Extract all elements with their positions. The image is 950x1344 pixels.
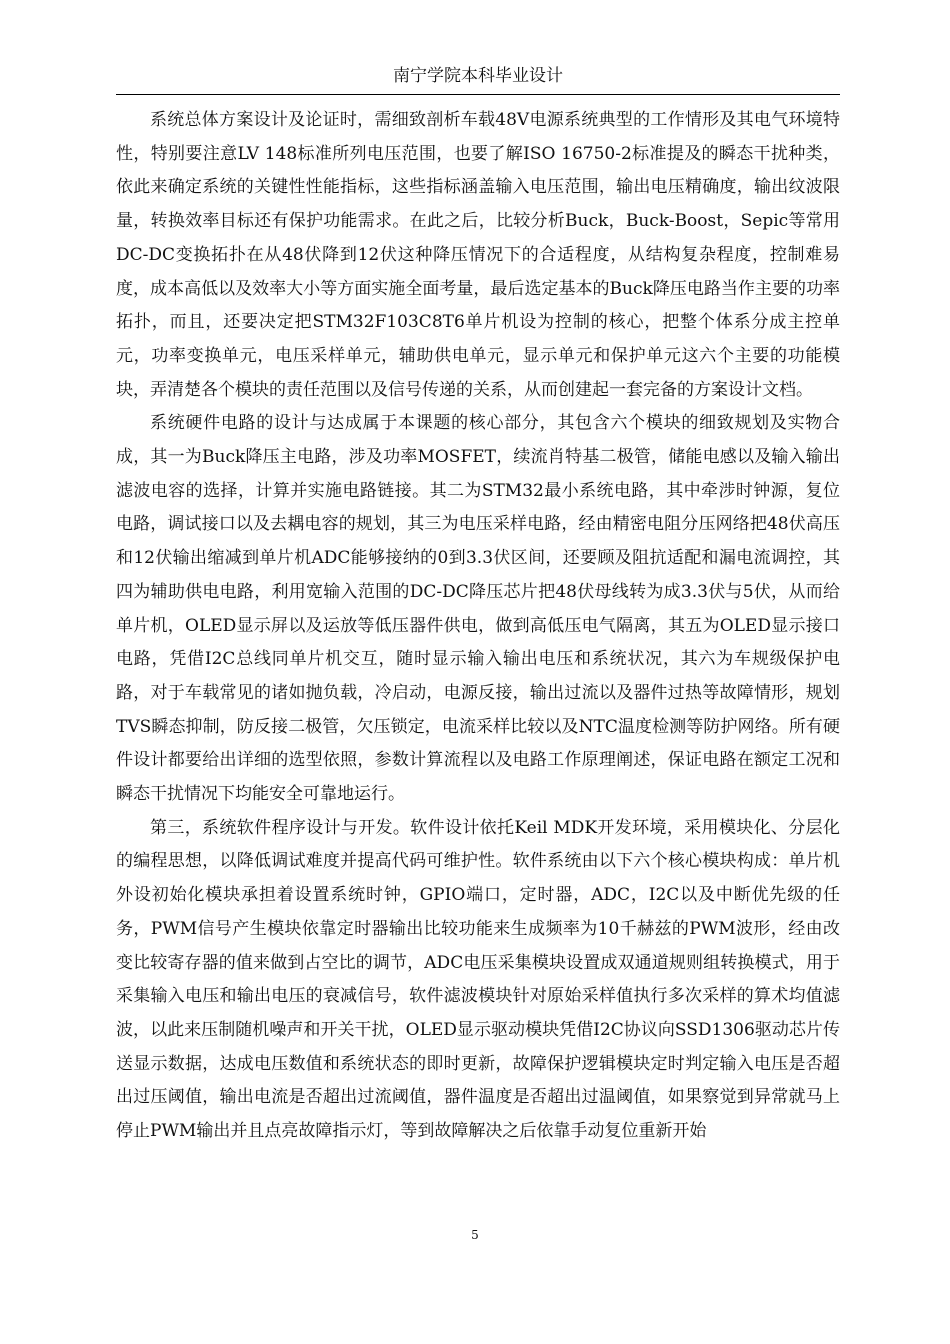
paragraph-overall-design: 系统总体方案设计及论证时，需细致剖析车载48V电源系统典型的工作情形及其电气环境特性，特别要注意LV 148标准所列电压范围，也要了解ISO 16750-2标准提及的瞬态干扰种类，依此来确定系统的关键性性能指标，这些指标涵盖输入电压范围，输出电压精确度，输出纹波限量，转换效率目标还有保护功能需求。在此之后，比较分析Buck，Buck-Boost，Sepic等常用DC-DC变换拓扑在从48伏降到12伏这种降压情况下的合适程度，从结构复杂程度，控制难易度，成本高低以及效率大小等方面实施全面考量，最后选定基本的Buck降压电路当作主要的功率拓扑，而且，还要决定把STM32F103C8T6单片机设为控制的核心，把整个体系分成主控单元，功率变换单元，电压采样单元，辅助供电单元，显示单元和保护单元这六个主要的功能模块，弄清楚各个模块的责任范围以及信号传递的关系，从而创建起一套完备的方案设计文档。 xyxy=(116,110,840,400)
page-header xyxy=(116,62,840,95)
paragraph-software-design: 第三，系统软件程序设计与开发。软件设计依托Keil MDK开发环境，采用模块化、分层化的编程思想，以降低调试难度并提高代码可维护性。软件系统由以下六个核心模块构成：单片机外设初始化模块承担着设置系统时钟，GPIO端口，定时器，ADC，I2C以及中断优先级的任务，PWM信号产生模块依靠定时器输出比较功能来生成频率为10千赫兹的PWM波形，经由改变比较寄存器的值来做到占空比的调节，ADC电压采集模块设置成双通道规则组转换模式，用于采集输入电压和输出电压的衰减信号，软件滤波模块针对原始采样值执行多次采样的算术均值滤波，以此来压制随机噪声和开关干扰，OLED显示驱动模块凭借I2C协议向SSD1306驱动芯片传送显示数据，达成电压数值和系统状态的即时更新，故障保护逻辑模块定时判定输入电压是否超出过压阈值，输出电流是否超出过流阈值，器件温度是否超出过温阈值，如果察觉到异常就马上停止PWM输出并且点亮故障指示灯，等到故障解决之后依靠手动复位重新开始 xyxy=(116,817,840,1142)
page-body xyxy=(116,104,840,1149)
header-title: 南宁学院本科毕业设计 xyxy=(393,66,563,86)
page-number-text: 5 xyxy=(471,1228,479,1242)
page-number xyxy=(0,1227,950,1243)
paragraph-hardware-design: 系统硬件电路的设计与达成属于本课题的核心部分，其包含六个模块的细致规划及实物合成，其一为Buck降压主电路，涉及功率MOSFET，续流肖特基二极管，储能电感以及输入输出滤波电容的选择，计算并实施电路链接。其二为STM32最小系统电路，其中牵涉时钟源，复位电路，调试接口以及去耦电容的规划，其三为电压采样电路，经由精密电阻分压网络把48伏高压和12伏输出缩减到单片机ADC能够接纳的0到3.3伏区间，还要顾及阻抗适配和漏电流调控，其四为辅助供电电路，利用宽输入范围的DC-DC降压芯片把48伏母线转为成3.3伏与5伏，从而给单片机，OLED显示屏以及运放等低压器件供电，做到高低压电气隔离，其五为OLED显示接口电路，凭借I2C总线同单片机交互，随时显示输入输出电压和系统状况，其六为车规级保护电路，对于车载常见的诸如抛负载，冷启动，电源反接，输出过流以及器件过热等故障情形，规划TVS瞬态抑制，防反接二极管，欠压锁定，电流采样比较以及NTC温度检测等防护网络。所有硬件设计都要给出详细的选型依照，参数计算流程以及电路工作原理阐述，保证电路在额定工况和瞬态干扰情况下均能安全可靠地运行。 xyxy=(116,413,840,805)
